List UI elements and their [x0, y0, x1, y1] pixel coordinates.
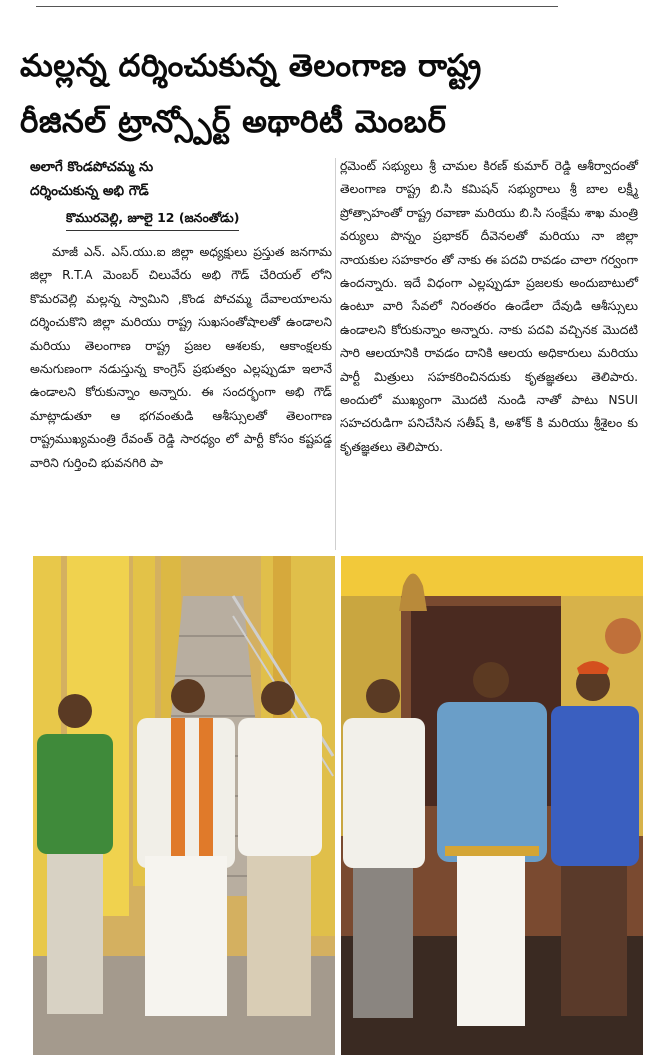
photo-temple-steps [33, 556, 335, 1055]
body-text-right: ర్లమెంట్ సభ్యులు శ్రీ చామల కిరణ్ కుమార్ రెడ్డి ఆశీర్వాదంతో తెలంగాణ రాష్ట్ర బి.సి కమిషన్ సభ్యురాలు శ్రీ బాల లక్ష్మీ ప్రోత్సాహంతో రాష్ట్ర రవాణా మరియు బి.సి సంక్షేమ శాఖ మంత్రి వర్యులు పొన్నం ప్రభాకర్ దీవెనలతో మరియు నా జిల్లా నాయకుల సహకారం తో నాకు ఈ పదవి రావడం చాలా గర్వంగా ఉందన్నారు. ఇదే విధంగా ఎల్లప్పుడూ ప్రజలకు అందుబాటులో ఉంటూ వారి సేవలో నిరంతరం ఉండేలా దేవుడి ఆశీస్సులు ఉండాలని కోరుకున్నాం అన్నారు. నాకు పదవి వచ్చినక మొదటి సారి ఆలయానికి రావడం దానికి ఆలయ అధికారులు మరియు పార్టీ మిత్రులు సహకరించినదుకు కృతజ్ఞతలు తెలిపారు. అందులో ముఖ్యంగా మొదటి నుండి నాతో పాటు NSUI సహచరుడిగా పనిచేసిన సతీష్ కి, అశోక్ కి మరియు శ్రీశైలం కు కృతజ్ఞతలు తెలిపారు. [340, 159, 638, 454]
headline-line-1: మల్లన్న దర్శించుకున్న తెలంగాణ రాష్ట్ర [20, 48, 482, 84]
sub-heading-line-1: అలాగే కొండపోచమ్మ ను [30, 159, 154, 175]
photo-temple-interior [341, 556, 643, 1055]
headline [20, 38, 648, 150]
photo-temple-steps-illustration [33, 556, 335, 1055]
body-text-left: మాజీ ఎన్. ఎస్.యు.ఐ జిల్లా అధ్యక్షులు ప్రస్తుత జనగామ జిల్లా R.T.A మెంబర్ చిలువేరు అభి గౌడ్ చేరియల్ లోని కొమరవెల్లి మల్లన్న స్వామిని ,కొండ పోచమ్మ దేవాలయాలను దర్శించుకొని జిల్లా మరియు రాష్ట్ర సుఖసంతోషాలతో ఉండాలని మరియు తెలంగాణ రాష్ట్ర ప్రజల ఆశలకు, ఆకాంక్షలకు అనుగుణంగా నడుస్తున్న కాంగ్రెస్ ప్రభుత్వం ఎల్లప్పుడూ ఇలానే ఉండాలని కోరుకున్నాం అన్నారు. ఈ సందర్భంగా అభి గౌడ్ మాట్లాడుతూ ఆ భగవంతుడి ఆశీస్సులతో తెలంగాణ రాష్ట్రముఖ్యమంత్రి రేవంత్ రెడ్డి సారధ్యం లో పార్టీ కోసం కష్టపడ్డ వారిని గుర్తించి భువనగిరి పా [30, 245, 332, 470]
photo-temple-interior-illustration [341, 556, 643, 1055]
headline-line-2: రీజినల్ ట్రాన్స్పోర్ట్ అథారిటీ మెంబర్ [20, 104, 447, 140]
top-divider-rule [36, 6, 558, 7]
left-column [30, 155, 332, 475]
dateline: కొమురవెల్లి, జూలై 12 (జనంతోడు) [66, 207, 239, 231]
right-column [340, 155, 638, 459]
sub-heading-line-2: దర్శించుకున్న అభి గౌడ్ [30, 183, 149, 199]
sub-heading [30, 155, 332, 203]
column-divider [335, 158, 336, 550]
